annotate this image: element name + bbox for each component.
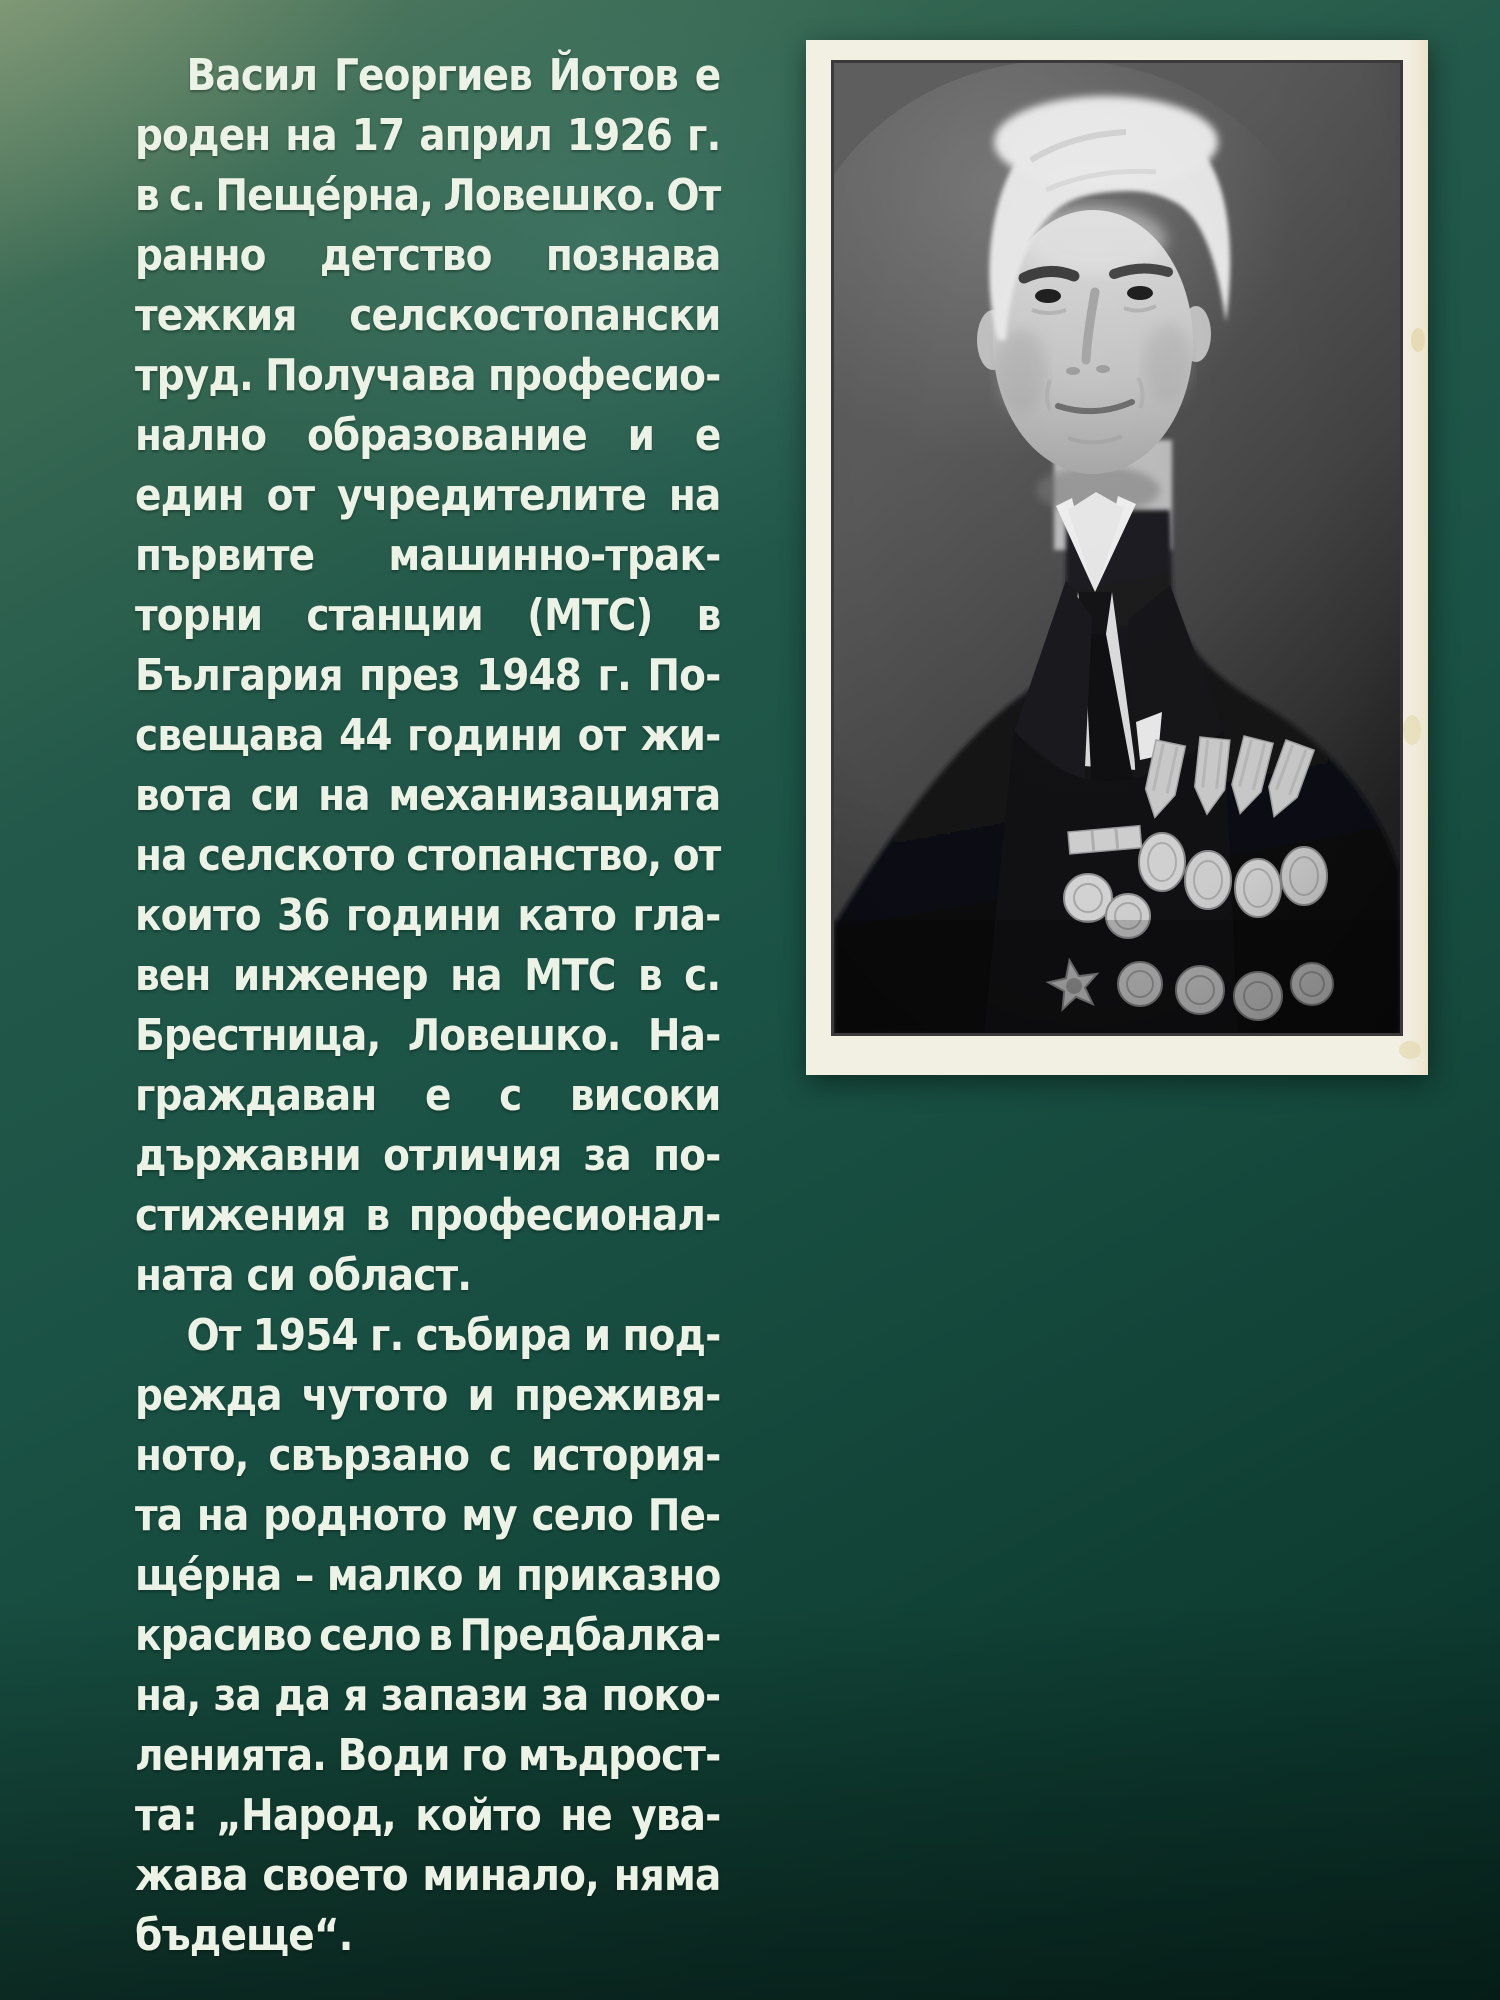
paragraph: [135, 1306, 720, 1966]
text-line: които 36 години като гла-: [135, 890, 721, 941]
text-line: България през 1948 г. По-: [135, 650, 721, 701]
text-line: на, за да я запази за поко-: [135, 1670, 721, 1721]
text-line: ната си област.: [135, 1250, 472, 1301]
text-line: бъдеще“.: [135, 1910, 353, 1961]
text-line: нално образование и е: [135, 410, 721, 461]
text-line: в с. Пеще́рна, Ловешко. От: [135, 170, 721, 221]
paragraph: [135, 46, 720, 1306]
text-line: един от учредителите на: [135, 470, 721, 521]
text-line: красиво село в Предбалка-: [135, 1610, 721, 1661]
text-line: роден на 17 април 1926 г.: [135, 110, 721, 161]
text-line: От 1954 г. събира и под-: [186, 1310, 721, 1361]
text-line: държавни отличия за по-: [135, 1130, 721, 1181]
text-line: стижения в професионал-: [135, 1190, 721, 1241]
text-line: ното, свързано с история-: [135, 1430, 721, 1481]
text-line: вота си на механизацията: [135, 770, 721, 821]
text-line: та на родното му село Пе-: [135, 1490, 721, 1541]
text-line: свещава 44 години от жи-: [135, 710, 721, 761]
text-line: торни станции (МТС) в: [135, 590, 721, 641]
text-line: Васил Георгиев Йотов е: [186, 50, 721, 101]
text-line: на селското стопанство, от: [135, 830, 721, 881]
text-line: тежкия селскостопански: [135, 290, 721, 341]
text-line: първите машинно-трак-: [135, 530, 721, 581]
text-line: Брестница, Ловешко. На-: [135, 1010, 721, 1061]
biography-text: [135, 46, 720, 1966]
text-line: ранно детство познава: [135, 230, 721, 281]
text-line: режда чутото и преживя-: [135, 1370, 721, 1421]
text-line: ще́рна – малко и приказно: [135, 1550, 721, 1601]
text-line: та: „Народ, който не ува-: [135, 1790, 721, 1841]
text-line: граждаван е с високи: [135, 1070, 721, 1121]
portrait-photo: [806, 40, 1428, 1075]
portrait-image: [806, 60, 1400, 1035]
text-line: ленията. Води го мъдрост-: [135, 1730, 721, 1781]
text-line: вен инженер на МТС в с.: [135, 950, 721, 1001]
portrait-photo-svg: [806, 40, 1428, 1075]
text-line: жава своето минало, няма: [135, 1850, 721, 1901]
text-line: труд. Получава професио-: [135, 350, 721, 401]
